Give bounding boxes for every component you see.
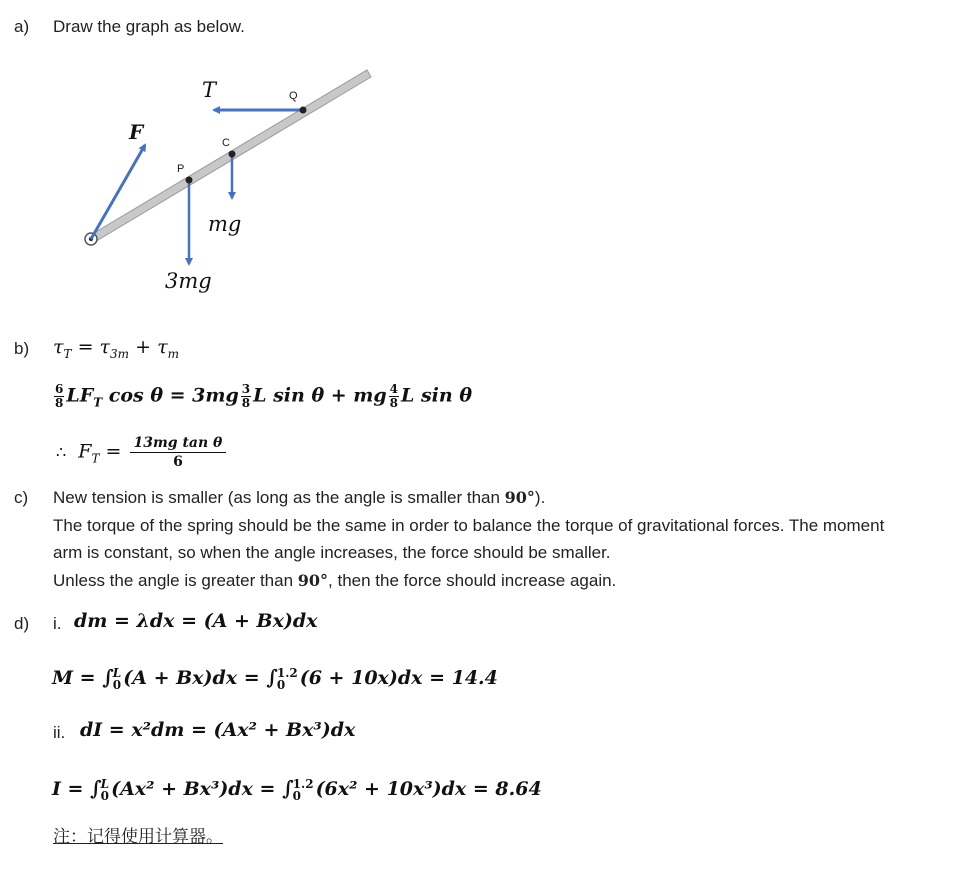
inertia-element-equation: dI = x²dm = (Ax² + Bx³)dx [80, 719, 356, 741]
label-T: T [202, 78, 217, 102]
tension-result: ∴ $F_T$ = $\frac{\text{13mg tan θ}}{6}$ [56, 434, 228, 471]
label-Q: Q [289, 90, 298, 102]
part-c-line2: The torque of the spring should be the same in order to balance the torque of gravitational forces. The moment [53, 516, 885, 535]
part-d-ii-label: ii. [53, 723, 66, 742]
part-c-label: c) [14, 488, 29, 507]
moment-of-inertia-equation: I = ∫ L 0 (Ax² + Bx³)dx = ∫ 1.2 0 (6x² + 10x³)dx = 8.64 [52, 776, 542, 803]
part-d-i-label: i. [53, 614, 62, 633]
label-C: C [222, 137, 230, 149]
part-a-label: a) [14, 17, 30, 36]
label-F: F [129, 120, 144, 144]
moment-equation: $\frac{6}{8}$ $LF_T$ cos θ = 3mg $\frac{3}{8}$ L sin θ + mg $\frac{4}{8}$ L sin θ [55, 382, 473, 410]
total-mass-equation: M = ∫ L 0 (A + Bx)dx = ∫ 1.2 0 (6 + 10x)dx = 14.4 [52, 665, 498, 692]
part-d-label: d) [14, 614, 30, 633]
part-c-line3: arm is constant, so when the angle increases, the force should be smaller. [53, 543, 611, 562]
mass-element-equation: dm = λdx = (A + Bx)dx [74, 610, 318, 632]
point-Q [300, 107, 307, 114]
torque-equation: $\tau_T = \tau_{3m} + \tau_m$ [53, 336, 179, 361]
part-c-line4: Unless the angle is greater than 90°, then the force should increase again. [53, 571, 617, 590]
part-a-text: Draw the graph as below. [53, 17, 245, 36]
force-diagram [0, 0, 972, 320]
point-P [186, 177, 193, 184]
label-mg: mg [208, 212, 242, 236]
part-c-line1: New tension is smaller (as long as the angle is smaller than 90°). [53, 488, 546, 507]
calculator-note: 注：记得使用计算器。 [53, 827, 223, 847]
label-P: P [177, 163, 185, 175]
point-C [229, 151, 236, 158]
part-b-label: b) [14, 339, 30, 358]
label-3mg: 3mg [165, 269, 212, 293]
